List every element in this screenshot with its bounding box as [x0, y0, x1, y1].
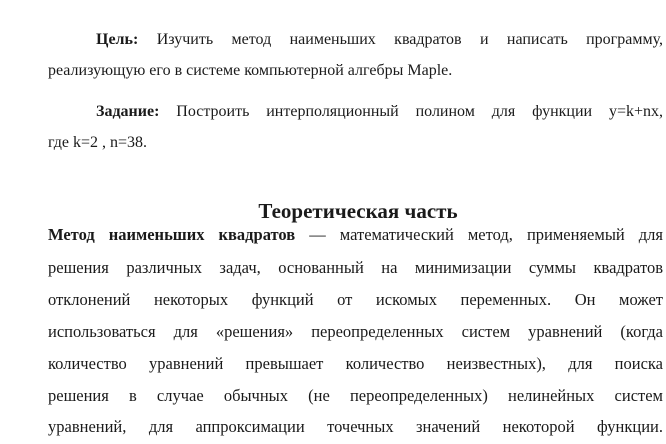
section-line-7: уравнений, для аппроксимации точечных значений некоторой функции. [48, 417, 663, 436]
section-line-1 [48, 225, 663, 245]
section-term: Метод наименьших квадратов [48, 225, 296, 244]
task-text-1: Построить интерполяционный полином для функции y=k+nx, [176, 103, 664, 120]
goal-text-1: Изучить метод наименьших квадратов и написать программу, [156, 31, 663, 48]
section-line-5: количество уравнений превышает количество неизвестных), для поиска [48, 354, 663, 373]
section-line-6: решения в случае обычных (не переопределенных) нелинейных систем [48, 386, 663, 405]
section-line-2: решения различных задач, основанный на минимизации суммы квадратов [48, 258, 663, 277]
task-line-1 [96, 102, 663, 122]
section-line-3: отклонений некоторых функций от искомых переменных. Он может [48, 290, 663, 309]
task-label: Задание: [96, 103, 160, 120]
section-text-1: — математический метод, применяемый для [309, 225, 663, 244]
goal-line-2: реализующую его в системе компьютерной алгебры Maple. [48, 62, 453, 79]
section-heading: Теоретическая часть [258, 199, 458, 223]
section-line-4: использоваться для «решения» переопределенных систем уравнений (когда [48, 322, 663, 341]
task-line-2: где k=2 , n=38. [48, 134, 148, 151]
goal-line-1 [96, 30, 663, 50]
goal-label: Цель: [96, 31, 139, 48]
